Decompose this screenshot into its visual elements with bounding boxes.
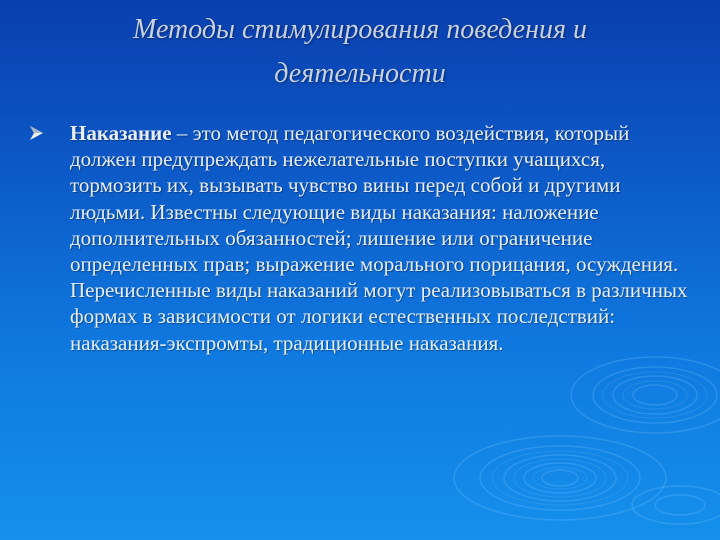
slide-title <box>40 8 680 96</box>
slide-title-line-1: Методы стимулирования поведения и <box>133 14 587 45</box>
bullet-list <box>28 120 700 356</box>
slide-title-line-2: деятельности <box>274 58 446 89</box>
bullet-item-punishment <box>28 120 700 356</box>
bullet-term: Наказание <box>70 121 172 145</box>
arrowhead-bullet-icon <box>28 125 44 141</box>
bullet-text: – это метод педагогического воздействия, который должен предупреждать нежелательные поступки учащихся, тормозить их, вызывать чувство вины перед собой и другими людьми. Известны следующие виды наказания: наложение дополнительных обязанностей; лишение или ограничение определенных прав; выражение морального порицания, осуждения. Перечисленные виды наказаний могут реализовываться в различных формах в зависимости от логики естественных последствий: наказания-экспромты, традиционные наказания. <box>70 121 688 355</box>
